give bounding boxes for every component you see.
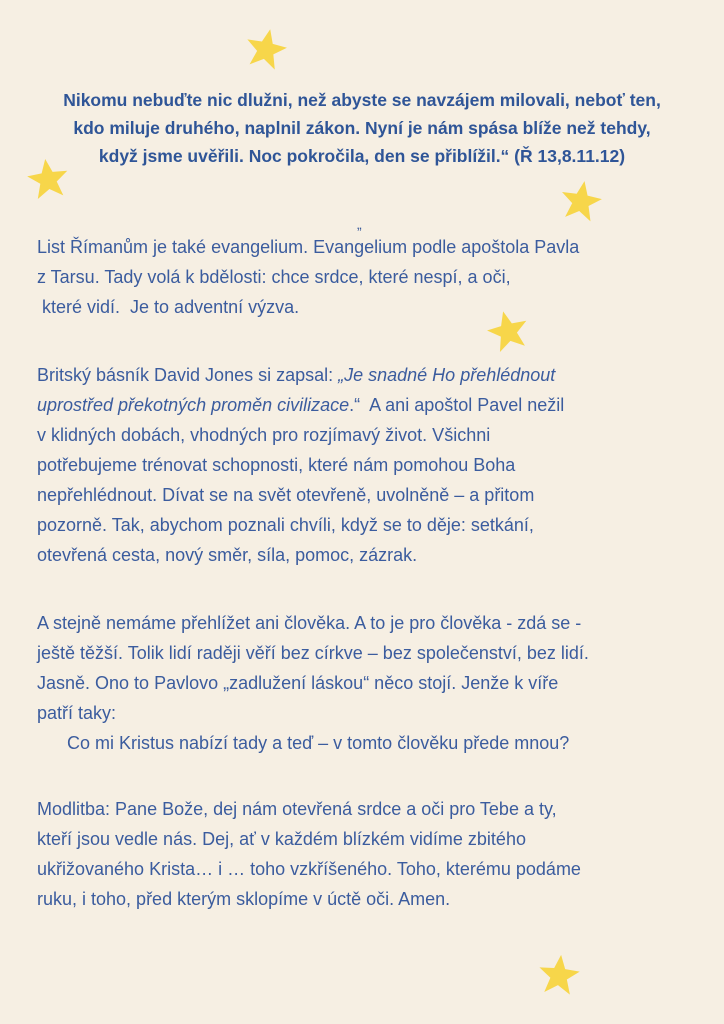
text-line: ruku, i toho, před kterým sklopíme v úctě oči. Amen. xyxy=(37,889,451,909)
paragraph-4-prayer xyxy=(37,794,697,914)
text-line: Modlitba: Pane Bože, dej nám otevřená srdce a oči pro Tebe a ty, xyxy=(37,799,557,819)
text-line: které vidí. Je to adventní výzva. xyxy=(37,297,300,317)
text-line xyxy=(37,360,697,390)
paragraph-2 xyxy=(37,360,697,570)
italic-quote: „Je snadné Ho přehlédnout xyxy=(338,365,556,385)
text-line: z Tarsu. Tady volá k bdělosti: chce srdce, které nespí, a oči, xyxy=(37,267,511,287)
text-span: .“ A ani apoštol Pavel nežil xyxy=(349,395,565,415)
text-line: nepřehlédnout. Dívat se na svět otevřeně, uvolněně – a přitom xyxy=(37,485,535,505)
bible-quote xyxy=(24,86,700,170)
text-line: Jasně. Ono to Pavlovo „zadlužení láskou“ něco stojí. Jenže k víře xyxy=(37,673,559,693)
text-line: List Římanům je také evangelium. Evangelium podle apoštola Pavla xyxy=(37,237,580,257)
text-line xyxy=(37,390,697,420)
text-line: pozorně. Tak, abychom poznali chvíli, když se to děje: setkání, xyxy=(37,515,534,535)
star-icon xyxy=(243,26,289,72)
quote-line: když jsme uvěřili. Noc pokročila, den se přiblížil.“ (Ř 13,8.11.12) xyxy=(98,146,626,166)
star-icon xyxy=(558,178,604,224)
text-span: Britský básník David Jones si zapsal: xyxy=(37,365,339,385)
text-line: A stejně nemáme přehlížet ani člověka. A to je pro člověka - zdá se - xyxy=(37,613,582,633)
text-line: otevřená cesta, nový směr, síla, pomoc, zázrak. xyxy=(37,545,418,565)
text-line: ukřižovaného Krista… i … toho vzkříšeného. Toho, kterému podáme xyxy=(37,859,581,879)
paragraph-1 xyxy=(37,232,697,322)
text-line: v klidných dobách, vhodných pro rozjímavý život. Všichni xyxy=(37,425,491,445)
italic-quote: uprostřed překotných proměn civilizace xyxy=(37,395,350,415)
text-line: potřebujeme trénovat schopnosti, které nám pomohou Boha xyxy=(37,455,516,475)
text-line: patří taky: xyxy=(37,703,117,723)
quote-line: Nikomu nebuďte nic dlužni, než abyste se navzájem milovali, neboť ten, xyxy=(63,90,661,110)
star-icon xyxy=(536,952,582,998)
stray-quote-mark: „ xyxy=(357,216,362,232)
paragraph-3 xyxy=(37,608,697,758)
text-line: kteří jsou vedle nás. Dej, ať v každém blízkém vidíme zbitého xyxy=(37,829,526,849)
text-line: ještě těžší. Tolik lidí raději věří bez církve – bez společenství, bez lidí. xyxy=(37,643,589,663)
indented-line: Co mi Kristus nabízí tady a teď – v tomto člověku přede mnou? xyxy=(67,733,570,753)
quote-line: kdo miluje druhého, naplnil zákon. Nyní je nám spása blíže než tehdy, xyxy=(73,118,651,138)
